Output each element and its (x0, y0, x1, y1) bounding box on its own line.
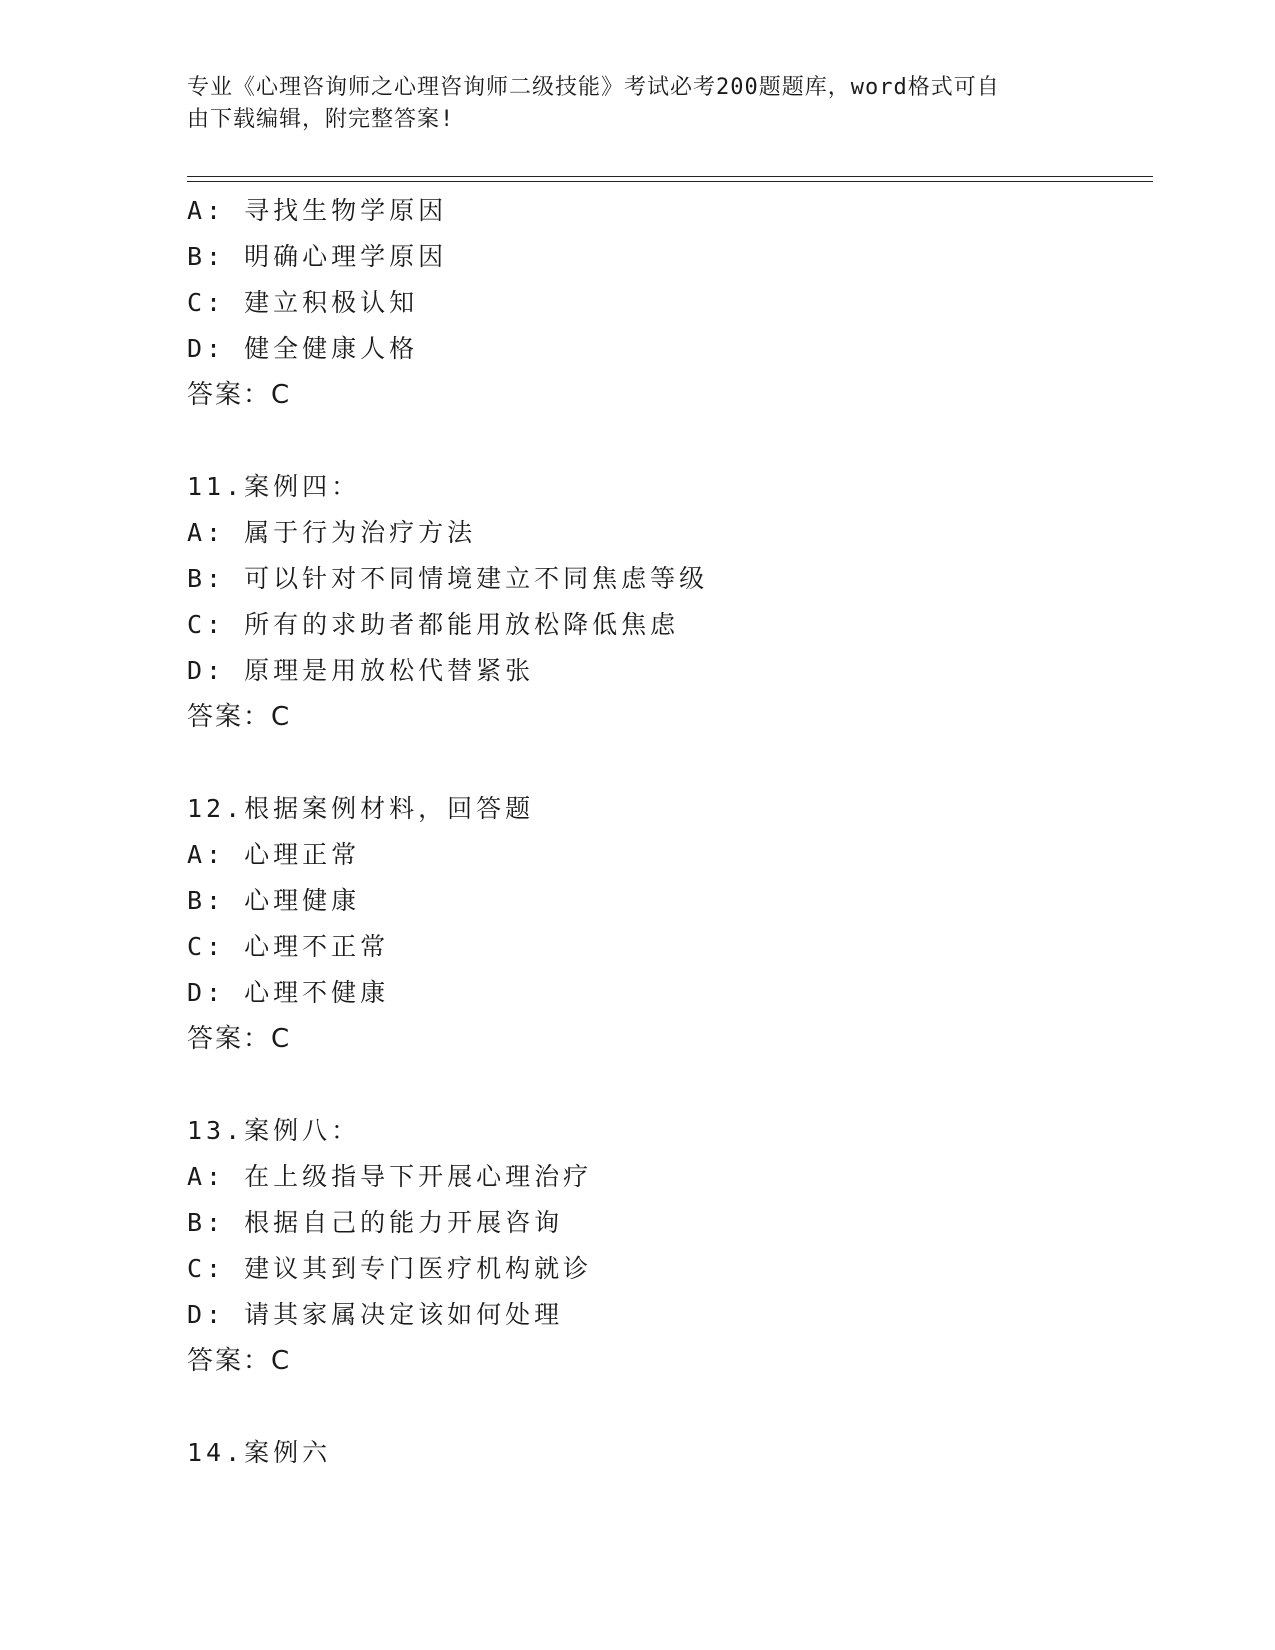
question-title: 11.案例四： (187, 472, 361, 501)
header-line-2: 由下载编辑，附完整答案! (187, 107, 455, 132)
option-a: A: 属于行为治疗方法 (187, 518, 477, 547)
option-c: C: 心理不正常 (187, 932, 390, 961)
answer-line: 答案：C (187, 1346, 292, 1376)
question-title: 14.案例六 (187, 1438, 332, 1467)
option-d: D: 心理不健康 (187, 978, 390, 1007)
option-c: C: 建议其到专门医疗机构就诊 (187, 1254, 593, 1283)
header-line-1: 专业《心理咨询师之心理咨询师二级技能》考试必考200题题库，word格式可自 (187, 75, 1000, 100)
question-block-10 (187, 188, 1147, 418)
option-b: B: 明确心理学原因 (187, 242, 448, 271)
header-divider-top (187, 176, 1153, 177)
question-list (187, 188, 1147, 1476)
option-d: D: 健全健康人格 (187, 334, 419, 363)
option-b: B: 根据自己的能力开展咨询 (187, 1208, 564, 1237)
question-block-14 (187, 1430, 1147, 1476)
document-header (187, 72, 1087, 136)
question-block-12 (187, 786, 1147, 1062)
answer-line: 答案：C (187, 380, 292, 410)
question-block-13 (187, 1108, 1147, 1384)
answer-line: 答案：C (187, 702, 292, 732)
option-a: A: 在上级指导下开展心理治疗 (187, 1162, 593, 1191)
question-title: 12.根据案例材料，回答题 (187, 794, 535, 823)
option-c: C: 建立积极认知 (187, 288, 419, 317)
option-a: A: 心理正常 (187, 840, 361, 869)
answer-line: 答案：C (187, 1024, 292, 1054)
question-title: 13.案例八： (187, 1116, 361, 1145)
option-a: A: 寻找生物学原因 (187, 196, 448, 225)
option-c: C: 所有的求助者都能用放松降低焦虑 (187, 610, 680, 639)
question-block-11 (187, 464, 1147, 740)
option-d: D: 原理是用放松代替紧张 (187, 656, 535, 685)
option-d: D: 请其家属决定该如何处理 (187, 1300, 564, 1329)
option-b: B: 心理健康 (187, 886, 361, 915)
option-b: B: 可以针对不同情境建立不同焦虑等级 (187, 564, 709, 593)
header-divider-bottom (187, 181, 1153, 182)
